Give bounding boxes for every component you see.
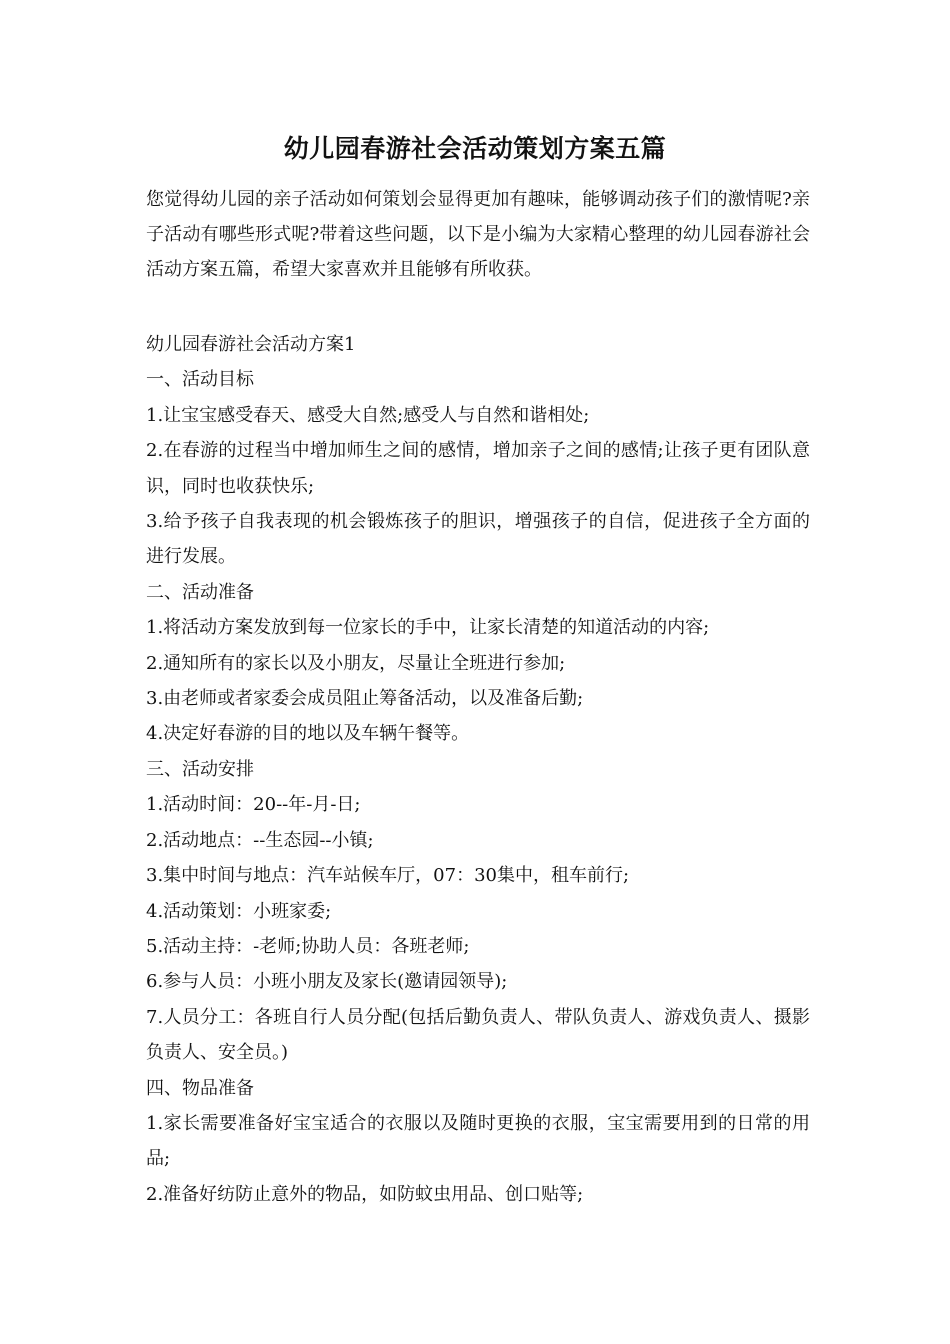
paragraph: 2.通知所有的家长以及小朋友，尽量让全班进行参加; (146, 652, 566, 674)
paragraph: 1.家长需要准备好宝宝适合的衣服以及随时更换的衣服，宝宝需要用到的日常的用品; (146, 1112, 810, 1170)
paragraph: 4.活动策划：小班家委; (146, 900, 332, 922)
heading-arrangement: 三、活动安排 (146, 758, 254, 780)
paragraph: 1.将活动方案发放到每一位家长的手中，让家长清楚的知道活动的内容; (146, 617, 710, 639)
paragraph: 3.由老师或者家委会成员阻止筹备活动，以及准备后勤; (146, 688, 584, 710)
paragraph: 7.人员分工：各班自行人员分配(包括后勤负责人、带队负责人、游戏负责人、摄影负责人、安全员。) (146, 1006, 810, 1064)
paragraph: 1.活动时间：20--年-月-日; (146, 794, 361, 816)
heading-preparation: 二、活动准备 (146, 581, 254, 603)
intro-text: 您觉得幼儿园的亲子活动如何策划会显得更加有趣味，能够调动孩子们的激情呢?亲子活动有哪些形式呢?带着这些问题，以下是小编为大家精心整理的幼儿园春游社会活动方案五篇，希望大家喜欢并且能够有所收获。 (146, 189, 810, 280)
document-title: 幼儿园春游社会活动策划方案五篇 (283, 134, 667, 163)
section-title: 幼儿园春游社会活动方案1 (146, 334, 356, 355)
paragraph: 3.集中时间与地点：汽车站候车厅，07：30集中，租车前行; (146, 865, 630, 887)
paragraph: 2.准备好纺防止意外的物品，如防蚊虫用品、创口贴等; (146, 1183, 584, 1205)
paragraph: 2.在春游的过程当中增加师生之间的感情，增加亲子之间的感情;让孩子更有团队意识，同时也收获快乐; (146, 440, 810, 497)
paragraph: 2.活动地点：--生态园--小镇; (146, 829, 374, 851)
document-body (146, 327, 810, 1212)
paragraph: 3.给予孩子自我表现的机会锻炼孩子的胆识，增强孩子的自信，促进孩子全方面的进行发展。 (146, 511, 810, 568)
intro-paragraph (146, 182, 810, 287)
heading-goals: 一、活动目标 (146, 369, 254, 391)
paragraph: 1.让宝宝感受春天、感受大自然;感受人与自然和谐相处; (146, 404, 590, 426)
paragraph: 5.活动主持：-老师;协助人员：各班老师; (146, 935, 470, 957)
paragraph: 6.参与人员：小班小朋友及家长(邀请园领导); (146, 971, 508, 993)
heading-supplies: 四、物品准备 (146, 1077, 254, 1099)
paragraph: 4.决定好春游的目的地以及车辆午餐等。 (146, 723, 470, 745)
